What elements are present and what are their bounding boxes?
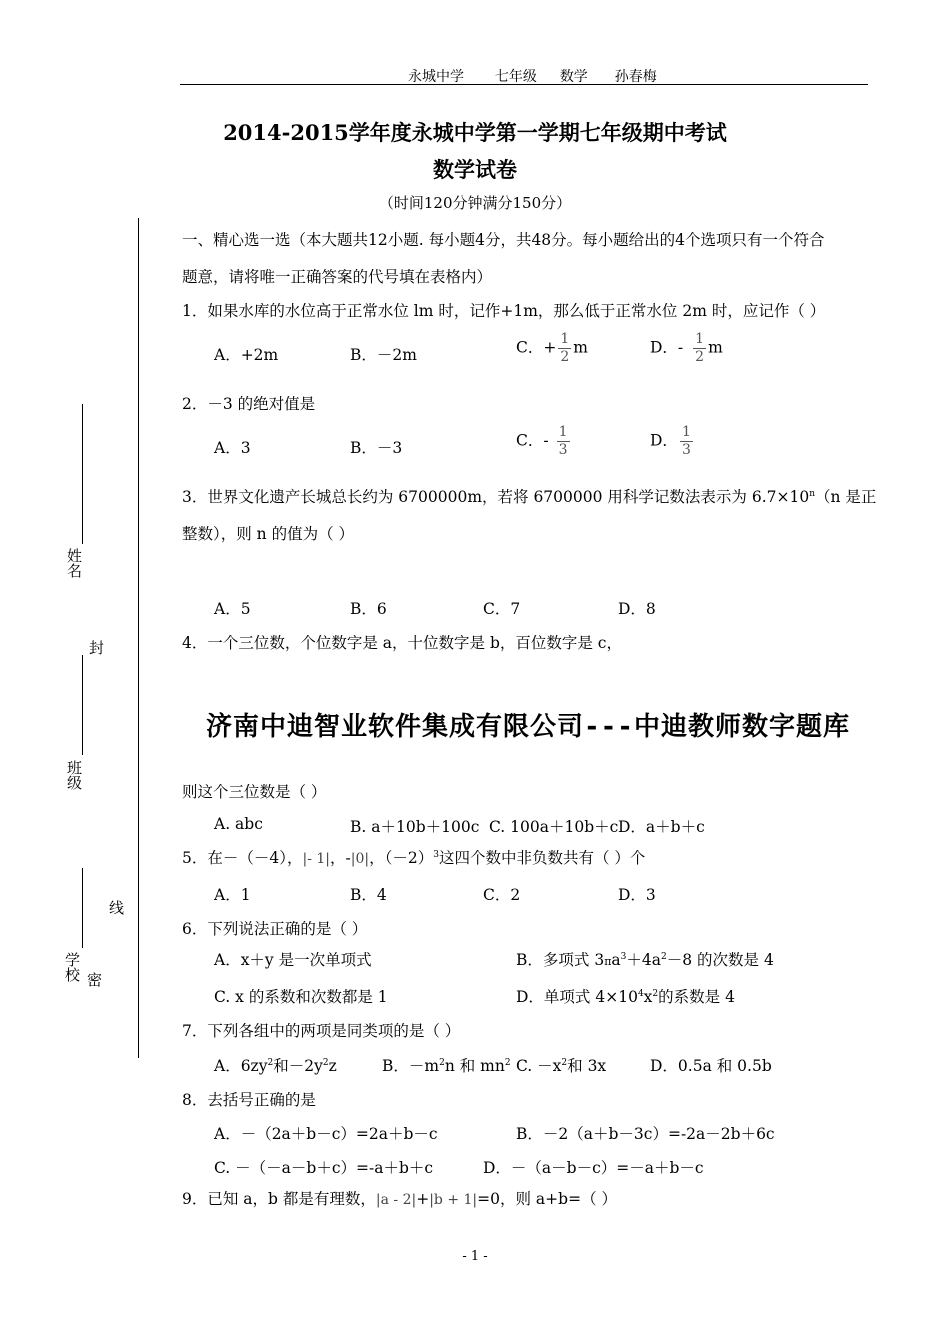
q3-option-b: B．6 (350, 600, 387, 618)
q2-option-b: B．－3 (350, 439, 403, 457)
q6-stem: 6．下列说法正确的是（ ） (182, 920, 368, 938)
q1-option-d: D．- $\frac{1}{2}$ m (650, 331, 723, 365)
sidebar-mi-label: 密 (85, 972, 103, 987)
q8-stem: 8．去括号正确的是 (182, 1091, 316, 1109)
q9-stem: 9．已知 a，b 都是有理数，|a - 2|+|b + 1|=0，则 a+b=（ ） (182, 1190, 617, 1208)
q9-abs-a: |a - 2| (375, 1192, 417, 1208)
q3-option-d: D．8 (618, 600, 656, 618)
q2-d-fraction: $\frac{1}{3}$ (681, 424, 691, 458)
q7-option-d: D．0.5a 和 0.5b (650, 1057, 772, 1075)
q1-d-fraction: $\frac{1}{2}$ (695, 331, 705, 365)
section-intro: 一、精心选一选（本大题共12小题. 每小题4分，共48分。每小题给出的4个选项只有一个符合 (182, 231, 825, 249)
header-grade: 七年级 (494, 69, 537, 85)
q6-option-a: A．x＋y 是一次单项式 (214, 951, 372, 969)
q5-option-d: D．3 (618, 886, 656, 904)
q7-stem: 7．下列各组中的两项是同类项的是（ ） (182, 1022, 461, 1040)
q8-option-d: D．－（a－b－c）=－a＋b－c (483, 1159, 704, 1177)
q3-stem: 3．世界文化遗产长城总长约为 6700000m，若将 6700000 用科学记数法表示为 $6.7\times 10^n(n$ 是正 (182, 488, 877, 506)
q1-option-c: C．+ $\frac{1}{2}$ m (516, 331, 588, 365)
q2-stem: 2．－3 的绝对值是 (182, 395, 316, 413)
q1-c-fraction: $\frac{1}{2}$ (560, 331, 570, 365)
q4-option-b: B. a＋10b＋100c (350, 818, 480, 836)
q2-c-fraction: $\frac{1}{3}$ (558, 424, 568, 458)
q8-option-b: B．－2（a＋b－3c）=-2a－2b＋6c (516, 1125, 775, 1143)
exam-subtitle: 数学试卷 (433, 157, 517, 182)
q3-stem-cont: 整数），则 n 的值为（ ） (182, 525, 355, 543)
q3-option-c: C．7 (483, 600, 521, 618)
sidebar-class-label: 班级 (65, 760, 83, 790)
sidebar-name-label: 姓名 (65, 548, 83, 578)
publisher-banner: 济南中迪智业软件集成有限公司---中迪教师数字题库 (206, 712, 850, 742)
q2-option-a: A．3 (214, 439, 251, 457)
exam-meta: （时间120分钟满分150分） (378, 194, 572, 212)
q8-option-c: C. －（－a－b＋c）=-a＋b＋c (214, 1159, 434, 1177)
class-blank-line (82, 655, 83, 755)
q1-option-b: B．－2m (350, 346, 417, 364)
sidebar-feng-label: 封 (87, 640, 105, 655)
q1-option-a: A．+2m (214, 346, 279, 364)
sidebar-xian-label: 线 (107, 900, 125, 915)
header-teacher: 孙春梅 (614, 69, 657, 85)
section-intro-cont: 题意，请将唯一正确答案的代号填在表格内） (182, 268, 493, 286)
q5-option-b: B．4 (350, 886, 387, 904)
school-blank-line (82, 868, 83, 948)
header-subject: 数学 (559, 69, 588, 85)
q9-abs-b: |b + 1| (429, 1192, 478, 1208)
q5-stem: 5．在－（－4），|- 1|，-|0|，$(-2)^3$这四个数中非负数共有（ ）个 (182, 849, 646, 867)
header-school: 永城中学 (408, 69, 464, 85)
q4-option-a: A. abc (214, 815, 263, 833)
q3-option-a: A．5 (214, 600, 251, 618)
q1-stem: 1．如果水库的水位高于正常水位 lm 时，记作+1m，那么低于正常水位 2m 时，应记作（ ） (182, 302, 826, 320)
q5-abs-neg-one: |- 1| (302, 851, 331, 867)
q6-option-b: B．多项式 $3\pi a^3+4a^2-8$ 的次数是 4 (516, 951, 774, 969)
q4-stem: 4．一个三位数，个位数字是 a，十位数字是 b，百位数字是 c， (182, 634, 622, 652)
q5-option-a: A．1 (214, 886, 251, 904)
binding-line (138, 218, 139, 1058)
q4-stem-cont: 则这个三位数是（ ） (182, 783, 327, 801)
q4-option-c: C. 100a＋10b＋c (489, 818, 619, 836)
q5-option-c: C．2 (483, 886, 521, 904)
q5-abs-zero: |0| (350, 851, 370, 867)
q7-option-c: C. $-x^2$和 3x (516, 1057, 607, 1075)
q4-option-d: D．a＋b＋c (618, 818, 705, 836)
exam-title: 2014-2015学年度永城中学第一学期七年级期中考试 (223, 120, 727, 145)
q2-option-c: C．- $\frac{1}{3}$ (516, 424, 568, 458)
q2-option-d: D． $\frac{1}{3}$ (650, 424, 691, 458)
q7-option-b: B．$-m^2n$ 和 $mn^2$ (382, 1057, 511, 1075)
q8-option-a: A．－（2a＋b－c）=2a＋b－c (214, 1125, 438, 1143)
page-header (408, 66, 657, 86)
header-rule (180, 84, 868, 85)
q6-option-d: D．单项式 $4\times 10^4x^2$的系数是 4 (516, 988, 735, 1006)
q6-option-c: C. x 的系数和次数都是 1 (214, 988, 388, 1006)
name-blank-line (82, 404, 83, 544)
q7-option-a: A．$6zy^2$和$-2y^2z$ (214, 1057, 337, 1075)
sidebar-school-label: 学校 (63, 952, 81, 982)
page-number: - 1 - (462, 1249, 488, 1264)
